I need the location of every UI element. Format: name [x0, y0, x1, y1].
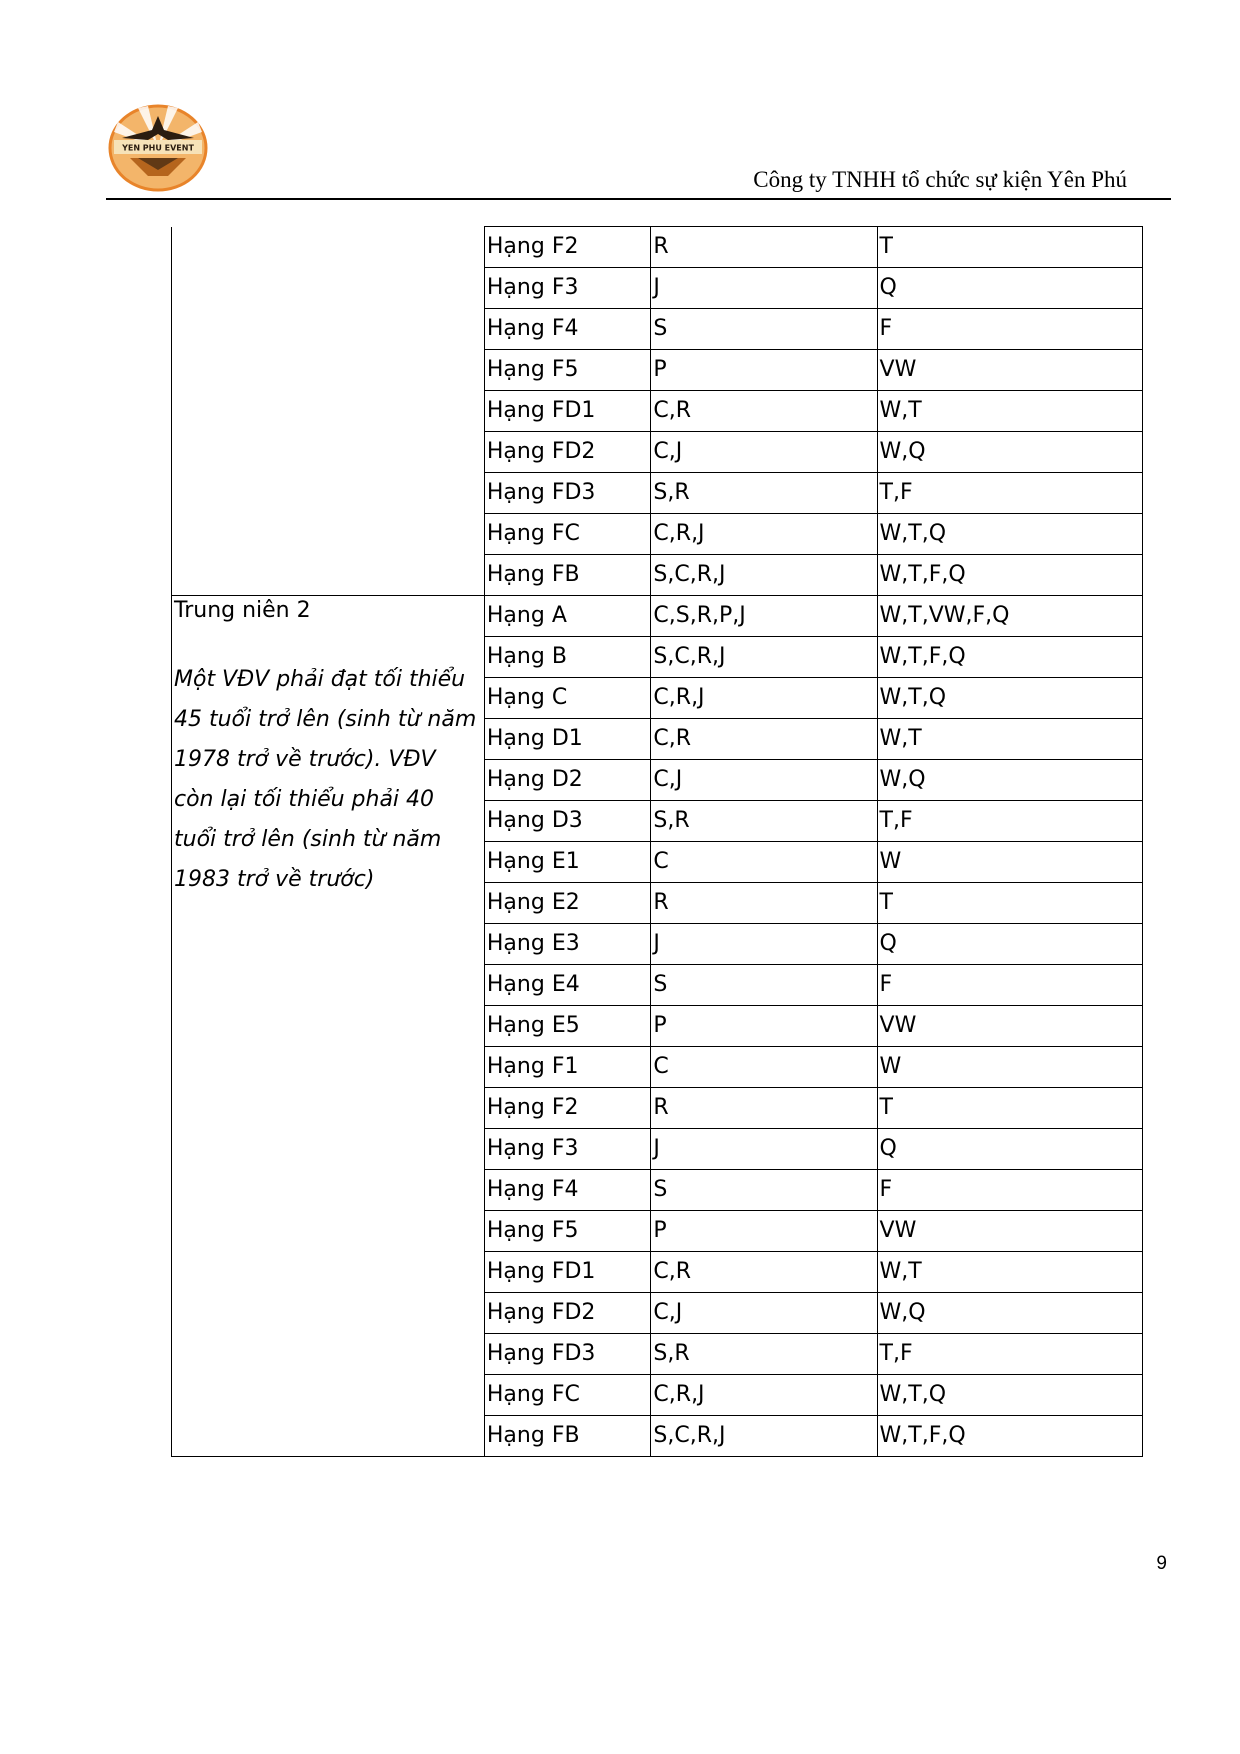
code-cell: W,T,Q	[877, 514, 1142, 555]
code-cell: S	[651, 309, 877, 350]
code-cell: R	[651, 883, 877, 924]
header-divider	[106, 198, 1171, 200]
rank-cell: Hạng F4	[484, 1170, 651, 1211]
rank-cell: Hạng F3	[484, 268, 651, 309]
code-cell: F	[877, 1170, 1142, 1211]
code-cell: C,R	[651, 391, 877, 432]
code-cell: P	[651, 350, 877, 391]
code-cell: F	[877, 965, 1142, 1006]
code-cell: W,T,F,Q	[877, 1416, 1142, 1457]
rank-cell: Hạng D1	[484, 719, 651, 760]
rank-cell: Hạng E4	[484, 965, 651, 1006]
rank-cell: Hạng E5	[484, 1006, 651, 1047]
rank-cell: Hạng A	[484, 596, 651, 637]
code-cell: W,T,F,Q	[877, 555, 1142, 596]
rank-cell: Hạng FD3	[484, 1334, 651, 1375]
rank-cell: Hạng E3	[484, 924, 651, 965]
code-cell: T,F	[877, 801, 1142, 842]
code-cell: W,Q	[877, 432, 1142, 473]
rank-cell: Hạng D2	[484, 760, 651, 801]
code-cell: Q	[877, 1129, 1142, 1170]
rank-cell: Hạng C	[484, 678, 651, 719]
code-cell: S	[651, 1170, 877, 1211]
code-cell: W,Q	[877, 760, 1142, 801]
rank-cell: Hạng F4	[484, 309, 651, 350]
rank-cell: Hạng F2	[484, 1088, 651, 1129]
code-cell: C,R,J	[651, 678, 877, 719]
logo-text: YEN PHU EVENT	[122, 143, 194, 153]
rank-cell: Hạng F3	[484, 1129, 651, 1170]
code-cell: C,R	[651, 719, 877, 760]
code-cell: R	[651, 1088, 877, 1129]
code-cell: W	[877, 842, 1142, 883]
rank-cell: Hạng D3	[484, 801, 651, 842]
code-cell: Q	[877, 268, 1142, 309]
code-cell: S,R	[651, 473, 877, 514]
code-cell: T	[877, 227, 1142, 268]
code-cell: C	[651, 842, 877, 883]
rank-cell: Hạng FD1	[484, 391, 651, 432]
company-logo	[108, 104, 208, 192]
code-cell: W,T,Q	[877, 678, 1142, 719]
rank-cell: Hạng F5	[484, 350, 651, 391]
rank-cell: Hạng FD1	[484, 1252, 651, 1293]
code-cell: R	[651, 227, 877, 268]
code-cell: C,R,J	[651, 1375, 877, 1416]
code-cell: S,C,R,J	[651, 555, 877, 596]
code-cell: Q	[877, 924, 1142, 965]
code-cell: W,T	[877, 391, 1142, 432]
rank-cell: Hạng F2	[484, 227, 651, 268]
rank-cell: Hạng B	[484, 637, 651, 678]
code-cell: W,T,F,Q	[877, 637, 1142, 678]
code-cell: P	[651, 1006, 877, 1047]
code-cell: S,C,R,J	[651, 1416, 877, 1457]
rank-cell: Hạng FC	[484, 514, 651, 555]
table-row	[172, 227, 1143, 268]
code-cell: J	[651, 1129, 877, 1170]
code-cell: P	[651, 1211, 877, 1252]
code-cell: C,R	[651, 1252, 877, 1293]
code-cell: J	[651, 268, 877, 309]
code-cell: T	[877, 883, 1142, 924]
code-cell: VW	[877, 1006, 1142, 1047]
code-cell: C,J	[651, 432, 877, 473]
code-cell: C,R,J	[651, 514, 877, 555]
rank-cell: Hạng FC	[484, 1375, 651, 1416]
code-cell: S,R	[651, 1334, 877, 1375]
rank-cell: Hạng F5	[484, 1211, 651, 1252]
code-cell: W	[877, 1047, 1142, 1088]
rank-cell: Hạng E2	[484, 883, 651, 924]
code-cell: S,C,R,J	[651, 637, 877, 678]
code-cell: C,J	[651, 1293, 877, 1334]
code-cell: C	[651, 1047, 877, 1088]
code-cell: W,Q	[877, 1293, 1142, 1334]
code-cell: S	[651, 965, 877, 1006]
rank-cell: Hạng F1	[484, 1047, 651, 1088]
group-title: Trung niên 2	[174, 598, 311, 623]
code-cell: C,J	[651, 760, 877, 801]
group-cell-continued	[172, 227, 485, 596]
rank-cell: Hạng FD3	[484, 473, 651, 514]
code-cell: W,T	[877, 1252, 1142, 1293]
rank-cell: Hạng E1	[484, 842, 651, 883]
code-cell: W,T,VW,F,Q	[877, 596, 1142, 637]
table-row	[172, 596, 1143, 637]
code-cell: VW	[877, 1211, 1142, 1252]
rank-cell: Hạng FB	[484, 1416, 651, 1457]
code-cell: F	[877, 309, 1142, 350]
code-cell: T,F	[877, 473, 1142, 514]
rank-cell: Hạng FD2	[484, 1293, 651, 1334]
group-eligibility-note: Một VĐV phải đạt tối thiểu 45 tuổi trở lên (sinh từ năm 1978 trở về trước). VĐV còn lại tối thiểu phải 40 tuổi trở lên (sinh từ năm 1983 trở về trước)	[174, 667, 477, 892]
code-cell: C,S,R,P,J	[651, 596, 877, 637]
code-cell: T,F	[877, 1334, 1142, 1375]
code-cell: W,T	[877, 719, 1142, 760]
group-cell	[172, 596, 485, 1457]
code-cell: W,T,Q	[877, 1375, 1142, 1416]
rank-table	[171, 226, 1143, 1457]
code-cell: VW	[877, 350, 1142, 391]
code-cell: J	[651, 924, 877, 965]
code-cell: S,R	[651, 801, 877, 842]
code-cell: T	[877, 1088, 1142, 1129]
company-name: Công ty TNHH tổ chức sự kiện Yên Phú	[753, 167, 1127, 192]
rank-cell: Hạng FD2	[484, 432, 651, 473]
page-number: 9	[1156, 1553, 1167, 1574]
rank-cell: Hạng FB	[484, 555, 651, 596]
